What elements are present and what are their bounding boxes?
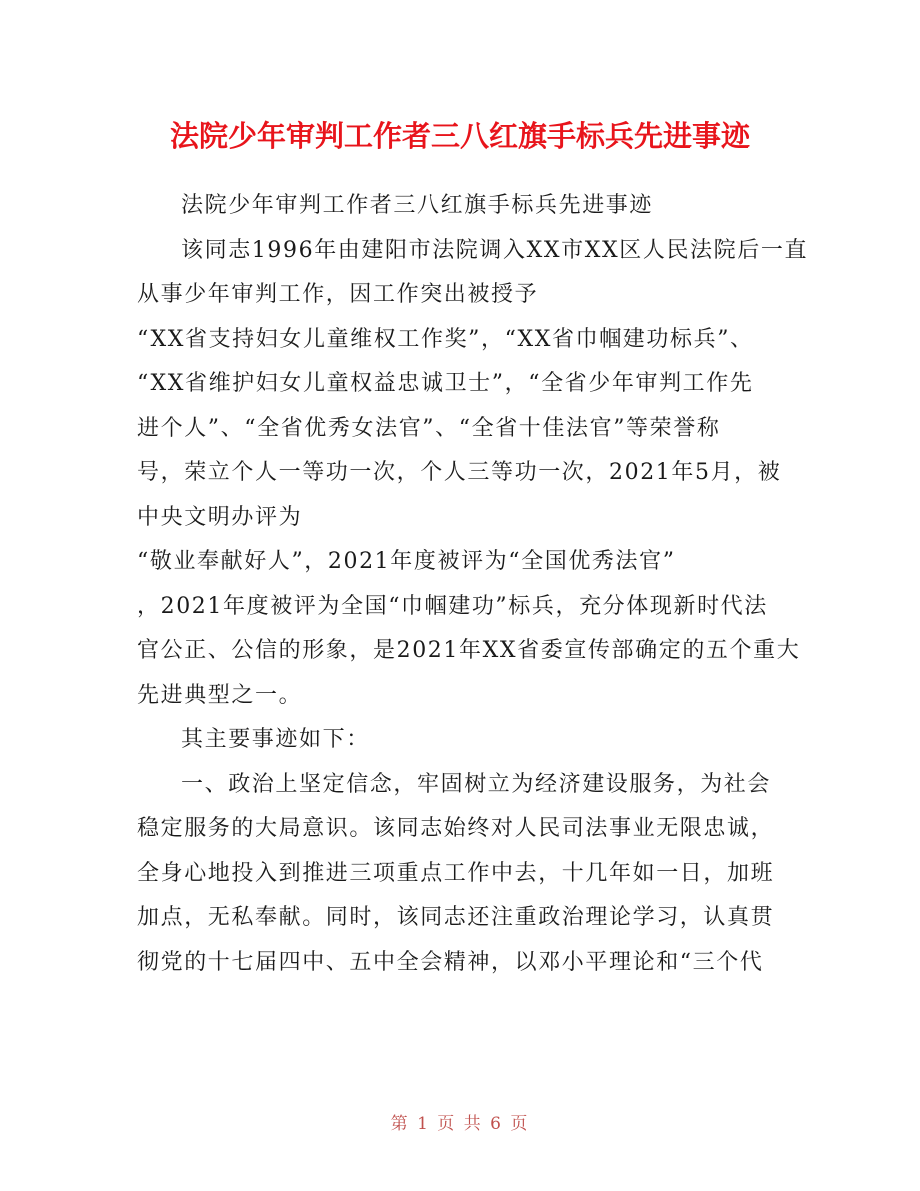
body-line: 法院少年审判工作者三八红旗手标兵先进事迹 <box>181 193 654 218</box>
page-number-footer: 第 1 页 共 6 页 <box>390 1114 530 1134</box>
body-line: ，2021年度被评为全国“巾帼建功”标兵，充分体现新时代法 <box>137 593 768 619</box>
body-line: 加点，无私奉献。同时，该同志还注重政治理论学习，认真贯 <box>137 905 775 930</box>
body-line: 一、政治上坚定信念，牢固树立为经济建设服务，为社会 <box>181 771 772 797</box>
body-line: 官公正、公信的形象，是2021年XX省委宣传部确定的五个重大 <box>137 638 801 663</box>
body-line: “XX省支持妇女儿童维权工作奖”，“XX省巾帼建功标兵”、 <box>137 326 754 352</box>
body-line: 先进典型之一。 <box>137 682 303 708</box>
body-line: 从事少年审判工作，因工作突出被授予 <box>137 282 539 307</box>
document-body <box>137 184 809 985</box>
body-line: “XX省维护妇女儿童权益忠诚卫士”，“全省少年审判工作先 <box>137 371 754 396</box>
body-line: 该同志1996年由建阳市法院调入XX市XX区人民法院后一直 <box>181 237 809 263</box>
document-title: 法院少年审判工作者三八红旗手标兵先进事迹 <box>169 119 750 153</box>
body-line: 其主要事迹如下： <box>181 727 370 752</box>
body-line: 稳定服务的大局意识。该同志始终对人民司法事业无限忠诚， <box>137 816 775 841</box>
body-line: 号，荣立个人一等功一次，个人三等功一次，2021年5月，被 <box>137 460 782 485</box>
body-line: 进个人”、“全省优秀女法官”、“全省十佳法官”等荣誉称 <box>137 415 721 441</box>
body-line: “敬业奉献好人”，2021年度被评为“全国优秀法官” <box>137 549 676 574</box>
body-line: 中央文明办评为 <box>137 504 303 530</box>
body-line: 全身心地投入到推进三项重点工作中去，十几年如一日，加班 <box>137 860 775 886</box>
body-line: 彻党的十七届四中、五中全会精神，以邓小平理论和“三个代 <box>137 949 764 975</box>
